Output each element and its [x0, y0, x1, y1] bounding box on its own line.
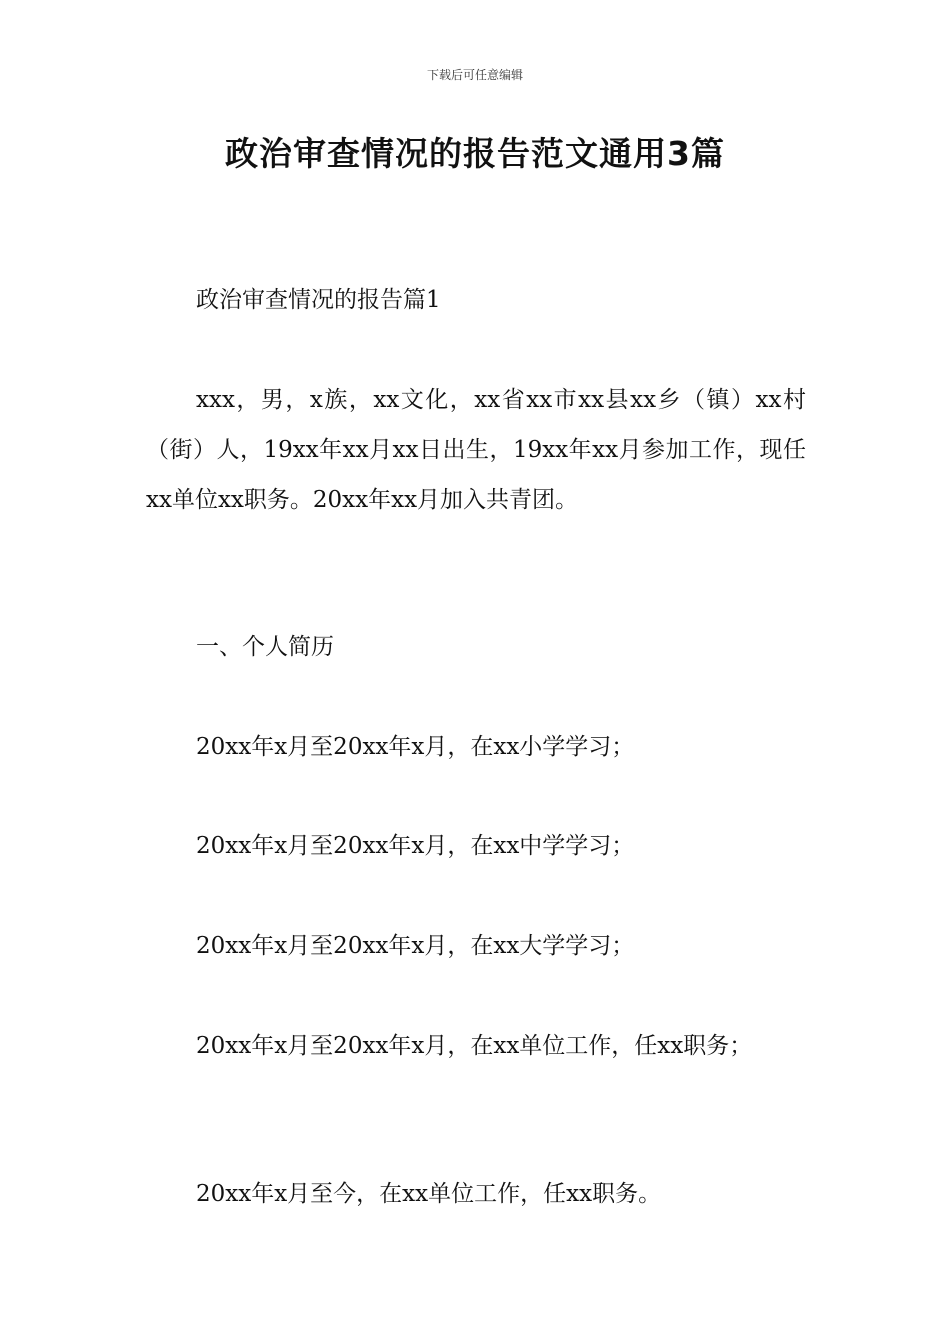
resume-item: 20xx年x月至20xx年x月，在xx单位工作，任xx职务；: [196, 1033, 753, 1059]
section-heading: 政治审查情况的报告篇1: [196, 287, 441, 313]
document-title: 政治审查情况的报告范文通用3篇: [225, 134, 725, 173]
resume-item: 20xx年x月至20xx年x月，在xx小学学习；: [196, 734, 635, 760]
resume-item: 20xx年x月至今，在xx单位工作，任xx职务。: [196, 1181, 662, 1207]
resume-item: 20xx年x月至20xx年x月，在xx大学学习；: [196, 933, 635, 959]
header-note: 下载后可任意编辑: [426, 68, 523, 82]
resume-item: 20xx年x月至20xx年x月，在xx中学学习；: [196, 833, 635, 859]
intro-paragraph: xxx，男，x族，xx文化，xx省xx市xx县xx乡（镇）xx村（街）人，19xx年xx月xx日出生，19xx年xx月参加工作，现任xx单位xx职务。20xx年xx月加入共青团。: [146, 387, 806, 513]
resume-heading: 一、个人简历: [196, 634, 334, 660]
